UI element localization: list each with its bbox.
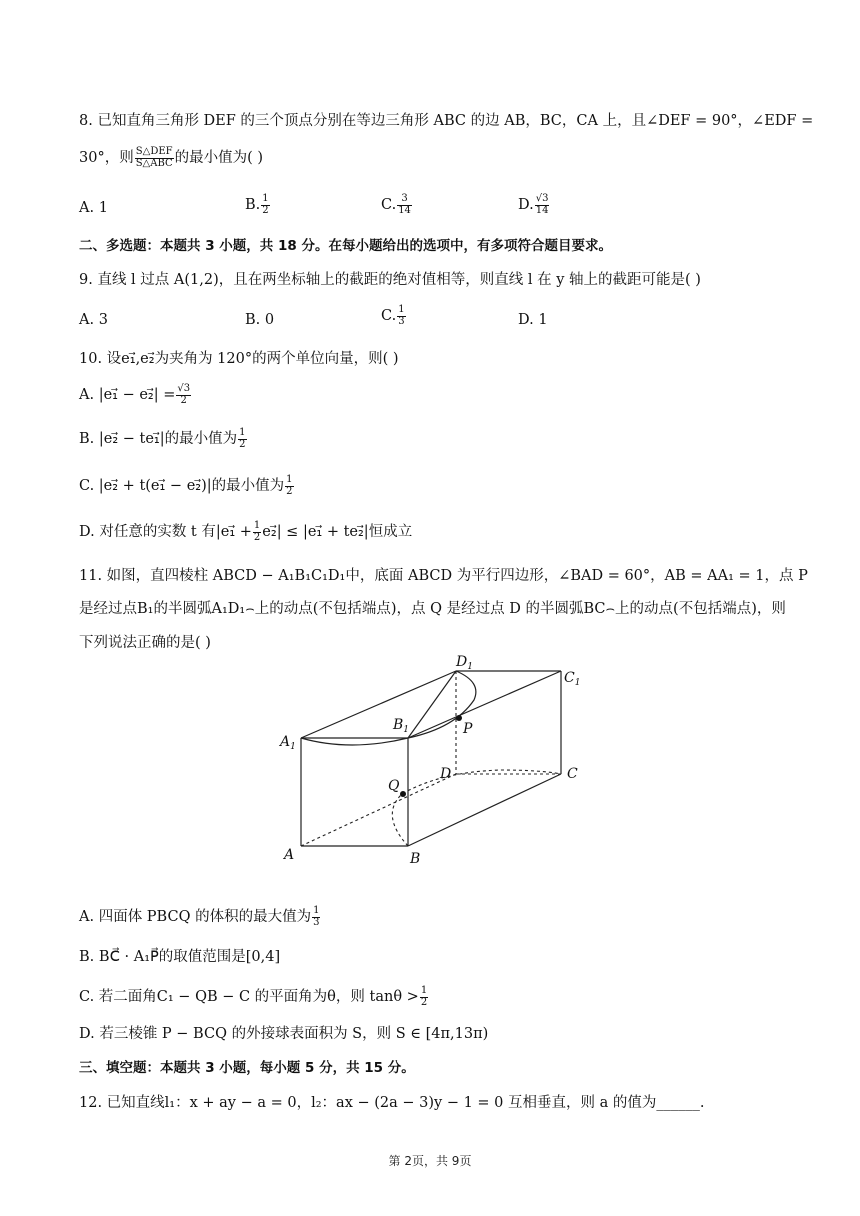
q10-option-b-num: 1	[239, 427, 246, 438]
q10-option-a-frac	[176, 384, 191, 406]
q9-option-b: B. 0	[245, 312, 275, 328]
q11-option-a-frac	[312, 906, 320, 928]
edge-b1-c1	[408, 671, 561, 738]
q8-option-c-label: C.	[381, 197, 397, 213]
q11-option-a	[79, 906, 321, 928]
q8-option-d-num: √3	[535, 193, 549, 204]
q10-option-d	[79, 521, 412, 543]
q11-option-c	[79, 986, 429, 1008]
edge-a-d	[301, 774, 456, 846]
q10-option-b-pre: B. |e₂⃗ − te₁⃗|的最小值为	[79, 431, 238, 447]
q10-option-b	[79, 428, 248, 450]
q10-option-b-den: 2	[239, 438, 246, 450]
q8-option-c	[381, 194, 413, 216]
q10-option-a-pre: A. |e₁⃗ − e₂⃗| =	[79, 387, 176, 403]
q11-line2: 是经过点B₁的半圆弧A₁D₁⌢上的动点(不包括端点)，点 Q 是经过点 D 的半圆弧BC⌢上的动点(不包括端点)，则	[79, 601, 786, 617]
section-3-heading: 三、填空题：本题共 3 小题，每小题 5 分，共 15 分。	[79, 1060, 415, 1076]
q11-option-b: B. BC⃗ · A₁P⃗的取值范围是[0,4]	[79, 949, 281, 965]
q9-option-d: D. 1	[518, 312, 548, 328]
q8-line2-post: 的最小值为( )	[174, 150, 264, 166]
arc-b-c	[392, 770, 561, 846]
label-b1: $B_1$	[393, 717, 410, 735]
q10-option-c-pre: C. |e₂⃗ + t(e₁⃗ − e₂⃗)|的最小值为	[79, 478, 285, 494]
label-c1: $C_1$	[564, 670, 581, 688]
q8-frac-den: S△ABC	[135, 157, 173, 169]
prism-figure	[270, 650, 600, 875]
q11-option-c-frac	[420, 986, 428, 1008]
q8-option-b-label: B.	[245, 197, 261, 213]
q8-option-b-den: 2	[262, 204, 269, 216]
q8-option-c-num: 3	[397, 194, 412, 206]
section-2-heading: 二、多选题：本题共 3 小题，共 18 分。在每小题给出的选项中，有多项符合题目要求。	[79, 238, 612, 254]
label-d: D	[440, 766, 452, 782]
q9-option-c-den: 3	[398, 315, 405, 327]
q8-option-b-frac	[261, 194, 269, 216]
q9-option-c-label: C.	[381, 308, 397, 324]
q10-option-c	[79, 475, 295, 497]
q10-option-d-den: 2	[253, 531, 261, 543]
q10-option-c-frac	[285, 475, 293, 497]
q12-stem: 12. 已知直线l₁：x + ay − a = 0，l₂：ax − (2a − 3)y − 1 = 0 互相垂直，则 a 的值为______.	[79, 1095, 705, 1111]
q10-option-d-frac	[253, 521, 261, 543]
q10-option-d-num: 1	[253, 520, 261, 531]
arc-a1-d1	[301, 671, 476, 745]
q8-line2	[79, 147, 263, 169]
q10-option-c-den: 2	[286, 485, 293, 497]
q8-line2-pre: 30°，则	[79, 150, 134, 166]
q10-stem: 10. 设e₁⃗,e₂⃗为夹角为 120°的两个单位向量，则( )	[79, 351, 399, 367]
q8-frac-num: S△DEF	[135, 146, 173, 157]
q8-option-a: A. 1	[79, 200, 108, 216]
q10-option-b-frac	[238, 428, 246, 450]
page-footer: 第 2页，共 9页	[388, 1154, 472, 1168]
q8-fraction	[135, 147, 174, 169]
q11-option-c-pre: C. 若二面角C₁ − QB − C 的平面角为θ，则 tanθ >	[79, 989, 419, 1005]
q11-option-a-pre: A. 四面体 PBCQ 的体积的最大值为	[79, 909, 312, 925]
q9-option-c-num: 1	[398, 304, 405, 315]
point-p	[456, 715, 462, 721]
q8-option-d-label: D.	[518, 197, 534, 213]
q10-option-a-den: 2	[180, 394, 187, 406]
q8-option-d	[518, 194, 550, 216]
q11-option-d: D. 若三棱锥 P − BCQ 的外接球表面积为 S，则 S ∈ [4π,13π)	[79, 1026, 489, 1042]
q8-option-d-den: 14	[535, 204, 549, 216]
q8-option-b-num: 1	[262, 193, 269, 204]
q10-option-a	[79, 384, 192, 406]
q8-option-c-den: 14	[398, 204, 411, 216]
q11-option-c-num: 1	[420, 985, 428, 996]
point-q	[400, 791, 406, 797]
q10-option-d-pre: D. 对任意的实数 t 有|e₁⃗ +	[79, 524, 252, 540]
q11-option-a-den: 3	[313, 916, 320, 928]
label-a: A	[284, 847, 295, 863]
q9-option-c-frac	[397, 305, 405, 327]
q8-option-b	[245, 194, 271, 216]
label-p: P	[463, 721, 473, 737]
label-a1: $A_1$	[280, 734, 296, 752]
q9-stem: 9. 直线 l 过点 A(1,2)，且在两坐标轴上的截距的绝对值相等，则直线 l 在 y 轴上的截距可能是( )	[79, 272, 701, 288]
q10-option-d-post: e₂⃗| ≤ |e₁⃗ + te₂⃗|恒成立	[262, 524, 413, 540]
label-c: C	[567, 766, 578, 782]
q8-option-c-frac	[397, 194, 412, 216]
q11-option-a-num: 1	[313, 905, 320, 916]
q8-option-d-frac	[535, 194, 550, 216]
label-q: Q	[388, 778, 400, 794]
q11-line1: 11. 如图，直四棱柱 ABCD − A₁B₁C₁D₁中，底面 ABCD 为平行四边形，∠BAD = 60°，AB = AA₁ = 1，点 P	[79, 568, 808, 584]
q9-option-c	[381, 305, 407, 327]
q11-line3: 下列说法正确的是( )	[79, 635, 211, 651]
q9-option-a: A. 3	[79, 312, 108, 328]
edge-a1-d1	[301, 671, 456, 738]
q10-option-c-num: 1	[286, 474, 293, 485]
q11-option-c-den: 2	[420, 996, 428, 1008]
q10-option-a-num: √3	[177, 383, 191, 394]
q8-line1: 8. 已知直角三角形 DEF 的三个顶点分别在等边三角形 ABC 的边 AB，BC，CA 上，且∠DEF = 90°，∠EDF =	[79, 113, 814, 129]
edge-b-c	[408, 774, 561, 846]
label-d1: $D_1$	[456, 654, 473, 672]
label-b: B	[410, 851, 421, 867]
